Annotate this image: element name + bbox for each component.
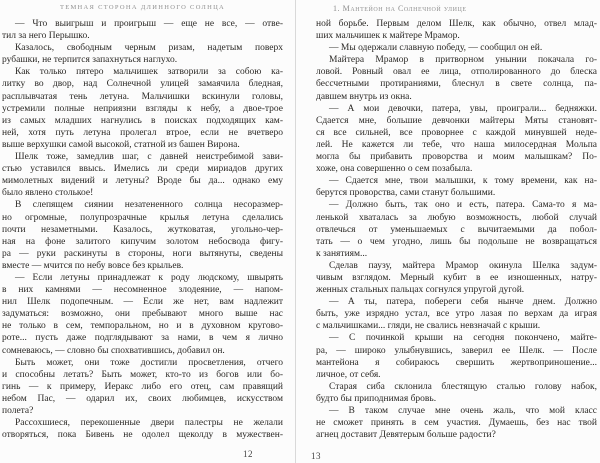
text-line: отвлечься от уменьшаемых с вычитаемыми да побол- xyxy=(316,224,597,235)
text-line: было явлено столькое! xyxy=(2,188,94,199)
text-line: чивым взглядом. Мерный кубит в ее изношенных, натру- xyxy=(316,272,597,283)
text-line: будто бы приподнимая бровь. xyxy=(316,393,437,404)
text-line: литку во двор, над Солнечной улицей замаячила бледная, xyxy=(2,79,283,90)
text-line: быть, уже изрядно устал, все утро лазая по верхам да играя xyxy=(316,309,597,320)
text-line: нил Шелк подопечным. — Если же нет, вам надлежит xyxy=(2,297,283,308)
text-line: небом Пас, — одарил их, своих любимцев, искусством xyxy=(2,393,283,404)
text-line: агнец доставит Девятерым больше радости? xyxy=(316,430,496,441)
text-line: Майтера Мрамор в притворном унынии покачала го- xyxy=(329,55,597,66)
text-line: не сможет принять в сем участия. Думаешь, без нас твой xyxy=(316,418,597,429)
text-line: расплывчатая тень летуна. Мальчишки вскинули головы, xyxy=(2,91,283,102)
text-line: ра — руки раскинуты в стороны, ноги вытянуты, сведены xyxy=(2,248,283,259)
text-line: задуматься: возможно, они пребывают много выше нас xyxy=(2,309,283,320)
text-line: полета? xyxy=(2,406,34,416)
text-line: с мальчишками... гляди, не свались невзначай с крыши. xyxy=(316,321,541,332)
text-line: — Должно быть, так оно и есть, патера. Сама-то я ма- xyxy=(329,200,597,211)
text-line: ленькой хваталась за любую возможность, любой случай xyxy=(316,212,597,223)
text-line: Быть может, они тоже достигли просветления, отчего xyxy=(15,357,283,368)
text-line: давшем внутрь из окна. xyxy=(316,91,412,102)
text-line: и способны летать? Быть может, кто-то из богов или бо- xyxy=(2,369,283,380)
text-line: Казалось, свободным черным ризам, надетым поверх xyxy=(15,43,283,54)
text-line: — Сдается мне, твои малышки, к тому времени, как на- xyxy=(329,176,597,187)
left-page-text xyxy=(2,18,283,441)
text-line: Старая сиба склонила блестящую сталью голову набок, xyxy=(329,381,597,392)
text-line: в них камнями — несомненное злодеяние, — напом- xyxy=(2,285,283,296)
text-line: — Если летуны принадлежат к роду людскому, швырять xyxy=(15,272,283,283)
text-line: почти незаметными. Казалось, жутковатая, угольно-чер- xyxy=(2,224,283,235)
text-line: — Что выигрыш и проигрыш — еще не все, — отве- xyxy=(15,19,283,29)
text-line: мантейона я собираюсь свершить жертвоприношение... xyxy=(316,357,597,368)
text-line: лей. Не кажется ли тебе, что наша милосердная Мольпа xyxy=(316,139,597,150)
right-page xyxy=(316,0,597,463)
text-line: могла бы прибавить проворства и моим малышкам? По- xyxy=(316,152,597,163)
text-line: рубашки, не терпится запахнуться наглухо. xyxy=(2,55,178,66)
text-line: из самых младших нагнулись в поисках подходящих кам- xyxy=(2,115,283,126)
text-line: вместе — мчится по небу вовсе без крыльев. xyxy=(2,260,184,271)
text-line: — А ты, патера, побереги себя нынче днем. Должно xyxy=(329,297,597,308)
left-page xyxy=(2,0,283,463)
text-line: сомневаюсь, — словно бы спохватившись, добавил он. xyxy=(2,345,225,356)
text-line: к занятиям... xyxy=(316,248,368,259)
text-line: бессчетными протираниями, блеснул в свете солнца, па- xyxy=(316,79,597,90)
text-line: тать — о чем угодно, лишь бы подольше не возвращаться xyxy=(316,236,597,247)
right-page-number: 13 xyxy=(311,451,321,461)
text-line: берутся проворства, сами станут большими. xyxy=(316,188,496,199)
text-line: устремили полные неприязни взгляды к небу, а двое-трое xyxy=(2,103,283,114)
text-line: ловой. Ровный овал ее лица, отполированного до блеска xyxy=(316,67,597,78)
text-line: личное, от себя. xyxy=(316,369,381,380)
text-line: мимолетных видений и летуны? Вроде бы да... однако ему xyxy=(2,176,283,187)
text-line: хоже, она совершенно о сем позабыла. xyxy=(316,164,473,175)
text-line: Шелк тоже, замедлив шаг, с давней неистребимой зави- xyxy=(15,152,283,163)
right-running-header: 1. Мантейон на Солнечной улице xyxy=(333,4,467,13)
right-page-text xyxy=(316,18,597,441)
left-page-number: 12 xyxy=(243,449,253,459)
text-line: женных стальных пальцах согнулся упругой дугой. xyxy=(316,285,525,296)
text-line: ной борьбе. Первым делом Шелк, как обычно, отвел млад- xyxy=(316,19,597,29)
text-line: В слепящем сиянии незатененного солнца несоразмер- xyxy=(15,200,283,211)
text-line: тил за него Перышко. xyxy=(2,31,90,42)
text-line: не только в сем, темпоральном, но и в духовном кругово- xyxy=(2,321,283,332)
text-line: но огромные, полупрозрачные крылья летуна сделались xyxy=(2,212,283,223)
text-line: выше верхушки самой высокой, статной из башен Вирона. xyxy=(2,139,240,150)
text-line: ная на фоне залитого кипучим золотом небосвода фигу- xyxy=(2,236,283,247)
text-line: — С починкой крыши на сегодня покончено, майте- xyxy=(329,333,597,344)
text-line: отворяться, пока Бивень не одолел щеколду в мужествен- xyxy=(2,430,283,441)
text-line: гинь — к примеру, Иеракс либо его отец, сам правящий xyxy=(2,381,283,392)
text-line: ра, — широко улыбнувшись, заверил ее Шелк. — После xyxy=(316,345,597,356)
left-running-header: ТЕМНАЯ СТОРОНА ДЛИННОГО СОЛНЦА xyxy=(59,4,226,11)
text-line: Как только пятеро мальчишек затворили за собою ка- xyxy=(15,67,283,78)
text-line: Сдается мне, большие девчонки майтеры Мяты становят- xyxy=(316,115,597,126)
text-line: — В таком случае мне очень жаль, что мой класс xyxy=(329,406,597,416)
text-line: — Мы одержали славную победу, — сообщил он ей. xyxy=(329,43,543,54)
text-line: Рассохшиеся, перекошенные двери палестры не желали xyxy=(15,418,283,429)
text-line: роте... пусть даже подглядывают за нами, в чем я лично xyxy=(2,333,283,344)
text-line: — А мои девочки, патера, увы, проиграли... бедняжки. xyxy=(329,103,597,114)
text-line: ся все сильней, все проворнее с каждой минувшей неде- xyxy=(316,127,597,138)
text-line: ших мальчишек к майтере Мрамор. xyxy=(316,31,460,42)
page-gutter-line xyxy=(295,0,296,463)
text-line: ней, хотя путь летуна пролегал втрое, если не вчетверо xyxy=(2,127,283,138)
text-line: Сделав паузу, майтера Мрамор окинула Шелка задум- xyxy=(329,260,597,271)
text-line: стью уставился ввысь. Имелись ли среди мириадов других xyxy=(2,164,283,175)
